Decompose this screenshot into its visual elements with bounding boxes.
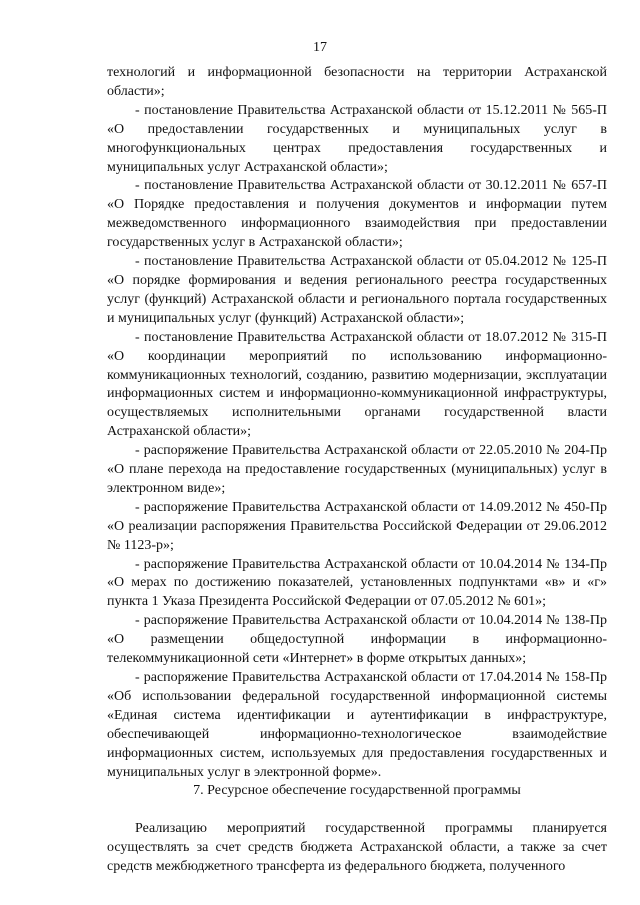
section-heading: 7. Ресурсное обеспечение государственной программы — [193, 783, 521, 799]
document-body — [107, 64, 607, 877]
page-number: 17 — [313, 40, 327, 55]
list-item: - постановление Правительства Астраханской области от 18.07.2012 № 315-П «О координации мероприятий по использованию информационно-коммуникационных технологий, созданию, развитию модернизации, эксплуатации информационных систем и информационно-коммуникационной инфраструктуры, осуществляемых исполнительными органами государственной власти Астраханской области»; — [107, 329, 607, 440]
list-item: технологий и информационной безопасности на территории Астраханской области»; — [107, 65, 607, 99]
list-item: - постановление Правительства Астраханской области от 30.12.2011 № 657-П «О Порядке предоставления и получения документов и информации путем межведомственного информационного взаимодействия при предоставлении государственных услуг в Астраханской области»; — [107, 178, 607, 251]
list-item: - распоряжение Правительства Астраханской области от 17.04.2014 № 158-Пр «Об использовании федеральной государственной информационной системы «Единая система идентификации и аутентификации в инфраструктуре, обеспечивающей информационно-технологическое взаимодействие информационных систем, используемых для предоставления государственных и муниципальных услуг в электронной форме». — [107, 670, 607, 780]
list-item: - распоряжение Правительства Астраханской области от 14.09.2012 № 450-Пр «О реализации распоряжения Правительства Российской Федерации от 29.06.2012 № 1123-р»; — [107, 499, 607, 553]
section-spacer — [107, 801, 607, 820]
list-item: - постановление Правительства Астраханской области от 05.04.2012 № 125-П «О порядке формирования и ведения регионального реестра государственных услуг (функций) Астраханской области и регионального портала государственных и муниципальных услуг (функций) Астраханской области»; — [107, 254, 607, 326]
closing-paragraph: Реализацию мероприятий государственной программы планируется осуществлять за счет средств бюджета Астраханской области, а также за счет средств межбюджетного трансферта из федерального бюджета, полученного — [107, 821, 607, 875]
list-item: - распоряжение Правительства Астраханской области от 22.05.2010 № 204-Пр «О плане перехода на предоставление государственных (муниципальных) услуг в электронном виде»; — [107, 443, 607, 496]
list-item: - распоряжение Правительства Астраханской области от 10.04.2014 № 134-Пр «О мерах по достижению показателей, установленных подпунктами «в» и «г» пункта 1 Указа Президента Российской Федерации от 07.05.2012 № 601»; — [107, 556, 607, 610]
list-item: - постановление Правительства Астраханской области от 15.12.2011 № 565-П «О предоставлении государственных и муниципальных услуг в многофункциональных центрах предоставления государственных и муниципальных услуг Астраханской области»; — [107, 102, 607, 175]
list-item: - распоряжение Правительства Астраханской области от 10.04.2014 № 138-Пр «О размещении общедоступной информации в информационно-телекоммуникационной сети «Интернет» в форме открытых данных»; — [107, 613, 607, 667]
